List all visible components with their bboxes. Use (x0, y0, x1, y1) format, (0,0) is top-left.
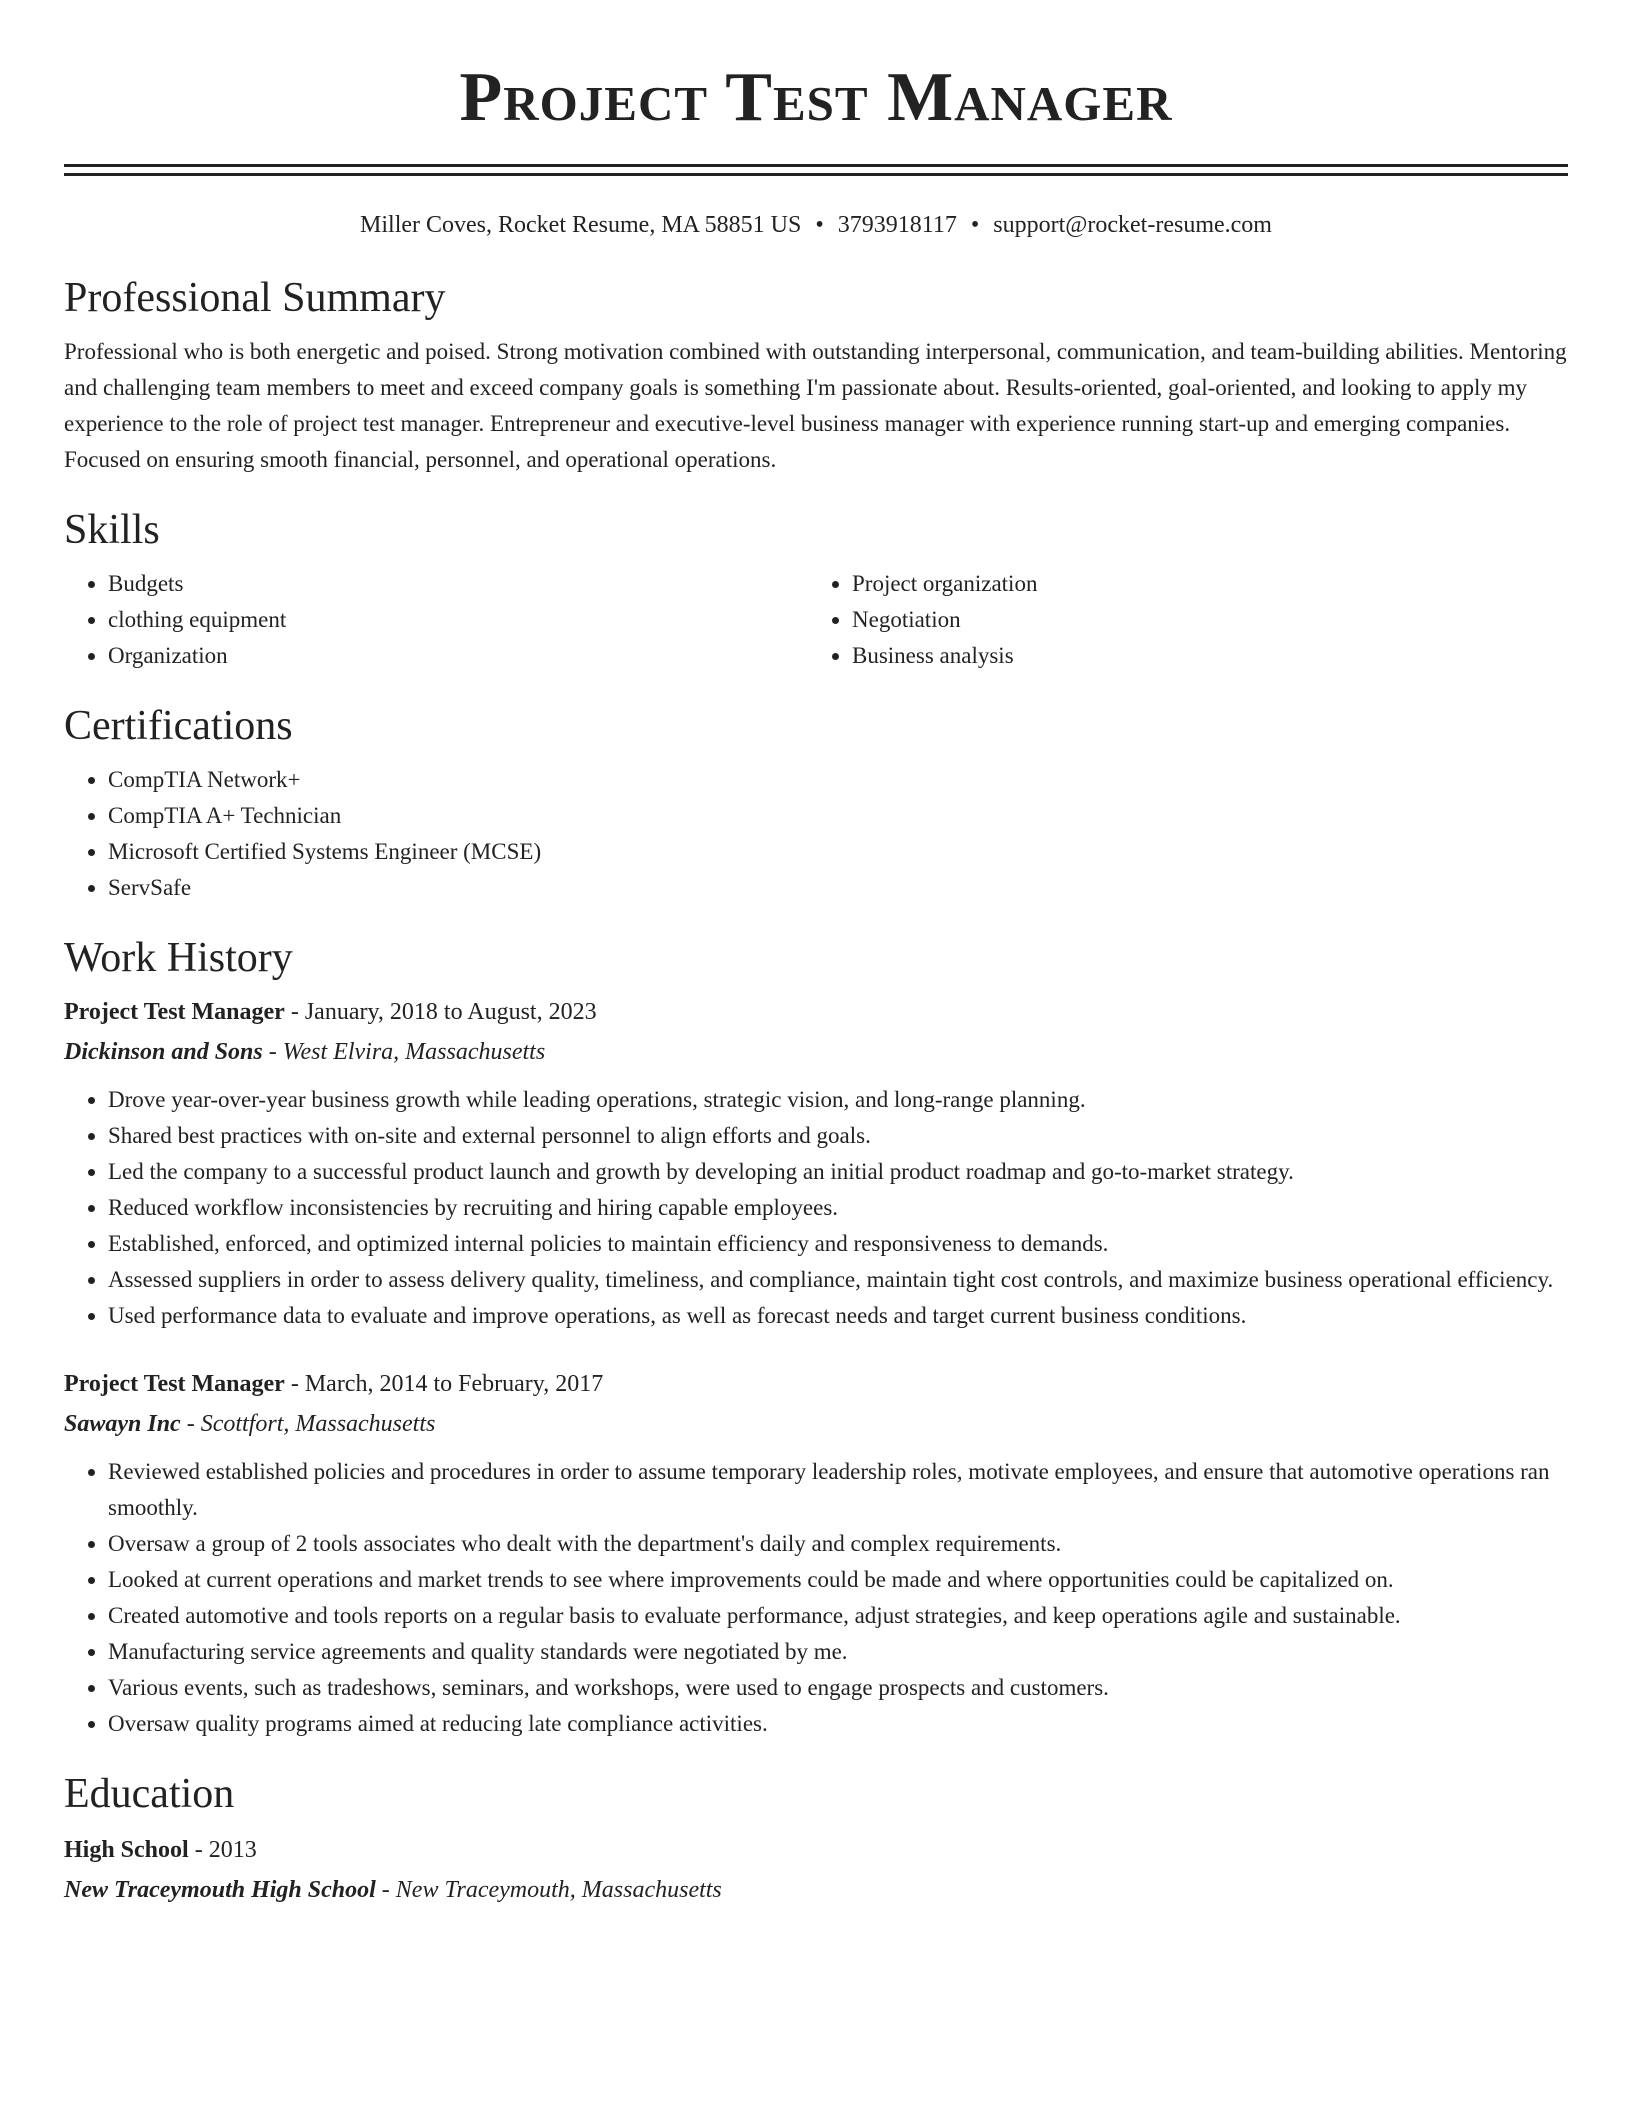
contact-line (64, 210, 1568, 240)
certification-item: • Microsoft Certified Systems Engineer (MCSE) (108, 834, 1568, 870)
skills-list-left (64, 566, 808, 674)
job-bullet: • Used performance data to evaluate and improve operations, as well as forecast needs and target current business conditions. (108, 1298, 1568, 1334)
education-degree-line (64, 1832, 1568, 1868)
contact-address: Miller Coves, Rocket Resume, MA 58851 US (360, 212, 802, 238)
job-bullet: • Reviewed established policies and procedures in order to assume temporary leadership roles, motivate employees, and ensure that automotive operations ran smoothly. (108, 1454, 1568, 1526)
job-bullet: • Created automotive and tools reports on a regular basis to evaluate performance, adjust strategies, and keep operations agile and sustainable. (108, 1598, 1568, 1634)
skill-item: • Project organization (852, 566, 1552, 602)
job-entry (64, 1366, 1568, 1742)
skill-item: • Organization (108, 638, 808, 674)
education-school-line (64, 1872, 1568, 1908)
education-heading: Education (64, 1771, 235, 1817)
contact-email: support@rocket-resume.com (993, 212, 1272, 238)
skill-item: • clothing equipment (108, 602, 808, 638)
job-bullet: • Led the company to a successful product launch and growth by developing an initial product roadmap and go-to-market strategy. (108, 1154, 1568, 1190)
certifications-heading: Certifications (64, 703, 293, 749)
resume-title: Project Test Manager (459, 59, 1173, 136)
summary-text: Professional who is both energetic and poised. Strong motivation combined with outstanding interpersonal, communication, and team-building abilities. Mentoring and challenging team members to meet and exceed company goals is something I'm passionate about. Results-oriented, goal-oriented, and looking to apply my experience to the role of project test manager. Entrepreneur and executive-level business manager with experience running start-up and emerging companies. Focused on ensuring smooth financial, personnel, and operational operations. (64, 339, 1567, 472)
job-dates: - January, 2018 to August, 2023 (284, 999, 597, 1025)
education-degree: High School (64, 1837, 189, 1863)
skill-item: • Negotiation (852, 602, 1552, 638)
job-title: Project Test Manager (64, 999, 285, 1025)
job-bullet: • Manufacturing service agreements and quality standards were negotiated by me. (108, 1634, 1568, 1670)
rule-line-bottom (64, 173, 1568, 176)
job-company: Sawayn Inc (64, 1411, 181, 1437)
skills-list-right (808, 566, 1552, 674)
skills-heading: Skills (64, 507, 160, 553)
job-title-line (64, 1366, 1568, 1402)
job-bullet: • Shared best practices with on-site and external personnel to align efforts and goals. (108, 1118, 1568, 1154)
job-title: Project Test Manager (64, 1371, 285, 1397)
job-bullet: • Established, enforced, and optimized internal policies to maintain efficiency and responsiveness to demands. (108, 1226, 1568, 1262)
skills-column-left (64, 566, 808, 674)
job-company-line (64, 1406, 1568, 1442)
education-year: - 2013 (188, 1837, 257, 1863)
contact-phone: 3793918117 (837, 212, 957, 238)
job-bullet: • Drove year-over-year business growth while leading operations, strategic vision, and long-range planning. (108, 1082, 1568, 1118)
job-bullets (64, 1082, 1568, 1334)
skills-column-right (808, 566, 1552, 674)
education-location: - New Traceymouth, Massachusetts (375, 1877, 722, 1903)
rule-line-top (64, 164, 1568, 167)
job-bullet: • Oversaw quality programs aimed at reducing late compliance activities. (108, 1706, 1568, 1742)
job-bullet: • Reduced workflow inconsistencies by recruiting and hiring capable employees. (108, 1190, 1568, 1226)
skills-grid (64, 566, 1568, 674)
title-double-rule (64, 164, 1568, 176)
education-entry (64, 1832, 1568, 1908)
work-history-heading: Work History (64, 935, 293, 981)
education-school: New Traceymouth High School (64, 1877, 376, 1903)
job-entry (64, 994, 1568, 1334)
certification-item: • CompTIA A+ Technician (108, 798, 1568, 834)
skill-item: • Business analysis (852, 638, 1552, 674)
job-bullet: • Oversaw a group of 2 tools associates who dealt with the department's daily and complex requirements. (108, 1526, 1568, 1562)
job-bullet: • Assessed suppliers in order to assess delivery quality, timeliness, and compliance, maintain tight cost controls, and maximize business operational efficiency. (108, 1262, 1568, 1298)
certifications-list (64, 762, 1568, 906)
job-bullets (64, 1454, 1568, 1742)
summary-heading: Professional Summary (64, 275, 446, 321)
job-bullet: • Looked at current operations and market trends to see where improvements could be made and where opportunities could be capitalized on. (108, 1562, 1568, 1598)
certification-item: • CompTIA Network+ (108, 762, 1568, 798)
job-location: - West Elvira, Massachusetts (262, 1039, 546, 1065)
job-title-line (64, 994, 1568, 1030)
job-dates: - March, 2014 to February, 2017 (284, 1371, 604, 1397)
job-location: - Scottfort, Massachusetts (180, 1411, 436, 1437)
job-company: Dickinson and Sons (64, 1039, 263, 1065)
skill-item: • Budgets (108, 566, 808, 602)
certification-item: • ServSafe (108, 870, 1568, 906)
contact-separator: • (970, 212, 980, 238)
job-bullet: • Various events, such as tradeshows, seminars, and workshops, were used to engage prospects and customers. (108, 1670, 1568, 1706)
contact-separator: • (815, 212, 824, 238)
job-company-line (64, 1034, 1568, 1070)
